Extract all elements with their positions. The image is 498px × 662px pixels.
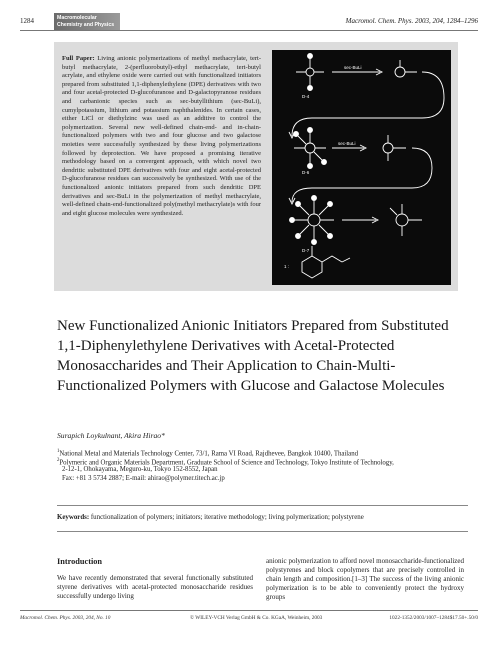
logo-line-1: Macromolecular bbox=[57, 15, 97, 21]
product-bonds bbox=[390, 204, 422, 236]
section-heading: Introduction bbox=[57, 557, 103, 566]
benzene-ring bbox=[302, 256, 322, 278]
arrow-curve-1 bbox=[292, 72, 444, 136]
sugar-unit bbox=[296, 202, 301, 207]
product-node bbox=[383, 143, 393, 153]
footer-citation: Macromol. Chem. Phys. 2003, 204, No. 10 bbox=[20, 615, 111, 621]
sugar-unit bbox=[308, 128, 313, 133]
molecule-bonds bbox=[294, 132, 326, 164]
product-node bbox=[395, 67, 405, 77]
graphical-abstract bbox=[272, 50, 451, 285]
label-d4: D-4 bbox=[302, 94, 310, 99]
article-title: New Functionalized Anionic Initiators Prepared from Substituted 1,1-Diphenylethylene Derivatives with Acetal-Protected Monosaccharides and Their Application to Chain-Multi-Functionalized Polymers with Glucose and Galactose Molecules bbox=[57, 318, 449, 394]
sugar-unit bbox=[308, 86, 313, 91]
abstract-text bbox=[62, 55, 261, 218]
journal-citation: Macromol. Chem. Phys. 2003, 204, 1284–1296 bbox=[345, 17, 478, 25]
sugar-unit bbox=[328, 234, 333, 239]
product-node bbox=[396, 214, 408, 226]
footer-rule bbox=[20, 610, 478, 611]
keywords-rule-top bbox=[57, 505, 468, 506]
molecule-bonds bbox=[296, 58, 324, 86]
keywords: Keywords: functionalization of polymers; initiators; iterative methodology; living polymerization; polystyrene bbox=[57, 514, 364, 521]
sugar-unit bbox=[328, 202, 333, 207]
author-list: Surapich Loykulnant, Akira Hirao* bbox=[57, 431, 165, 440]
sugar-unit bbox=[296, 234, 301, 239]
sugar-unit bbox=[312, 240, 317, 245]
keywords-rule-bottom bbox=[57, 531, 468, 532]
intro-column-right: anionic polymerization to afford novel monosaccharide-functionalized polystyrenes and block copolymers that are precisely controlled in chain length and composition.[1–3] The success of the living anionic polymerization is to be able to conveniently protect the hydroxy groups bbox=[266, 557, 464, 602]
sugar-unit bbox=[294, 132, 299, 137]
arrow-curve-2 bbox=[292, 148, 432, 202]
logo-line-2: Chemistry and Physics bbox=[57, 21, 115, 28]
label-d6: D-6 bbox=[302, 170, 310, 175]
abstract-body: Living anionic polymerizations of methyl methacrylate, tert-butyl methacrylate, 2-(perfluorobutyl)-ethyl methacrylate, tert-butyl acrylate, and ethylene oxide were carried out with functionalized initiators prepared from substituted 1,1-diphenylethylene (DPE) derivatives with two and four acetal-protected D-glucofuranose and D-galactopyranose residues and carbanionic species such as sec-butyllithium (sec-BuLi), cumylpotassium, lithium and potassium naphthalenides. In certain cases, either LiCl or diethylzinc was used as an additive to control the polymerization. Several new well-defined chain-end- and in-chain-functionalized polymers with two and four glucose and two galactose moieties were successfully synthesized by these living polymerizations followed by deprotection. We have proposed a promising iterative methodology based on a convergent approach, with which novel two dendritic substituted DPE derivatives with four and eight acetal-protected D-glucofuranose residues can successively be synthesized. With use of the functionalized anionic initiators prepared from such dendritic DPE derivatives and sec-BuLi in the polymerization of methyl methacrylate, well-defined chain-end-functionalized poly(methyl methacrylate)s with four and eight glucose molecules were synthesized. bbox=[62, 55, 262, 217]
reagent-label-2: sec-BuLi bbox=[338, 141, 356, 146]
footer-copyright: © WILEY-VCH Verlag GmbH & Co. KGaA, Weinheim, 2003 bbox=[190, 615, 323, 621]
affiliation-2: $^2$Polymeric and Organic Materials Department, Graduate School of Science and Technology, Tokyo Institute of Technology, bbox=[57, 458, 394, 467]
affiliation-1: $^1$National Metal and Materials Technology Center, 73/1, Rama VI Road, Rajdhevee, Bangkok 10400, Thailand bbox=[57, 449, 358, 458]
product-bonds bbox=[388, 135, 406, 161]
intro-column-left: We have recently demonstrated that several functionally substituted styrene derivatives with acetal-protected monosaccharide residues successfully undergo living bbox=[57, 574, 253, 601]
reaction-scheme bbox=[272, 50, 451, 285]
molecule-node bbox=[308, 214, 320, 226]
contact-line: Fax: +81 3 5734 2887; E-mail: ahirao@polymer.titech.ac.jp bbox=[62, 475, 225, 482]
sugar-unit bbox=[290, 218, 295, 223]
molecule-node bbox=[306, 68, 314, 76]
sugar-unit bbox=[308, 164, 313, 169]
abstract-label: Full Paper: bbox=[62, 55, 95, 62]
sugar-unit bbox=[322, 160, 327, 165]
reagent-label-1: sec-BuLi bbox=[344, 65, 362, 70]
page-number: 1284 bbox=[20, 17, 34, 25]
footer-issn: 1022-1352/2003/1007–1284$17.50+.50/0 bbox=[389, 615, 478, 621]
label-d7: D-7 bbox=[302, 248, 310, 253]
product-bonds bbox=[400, 60, 417, 72]
label-1: 1 : bbox=[284, 264, 290, 269]
molecule-node bbox=[305, 143, 315, 153]
sugar-unit bbox=[308, 54, 313, 59]
header-rule bbox=[20, 30, 478, 31]
affiliation-2-address: 2-12-1, Ohokayama, Meguro-ku, Tokyo 152-8552, Japan bbox=[62, 466, 218, 473]
journal-logo bbox=[54, 13, 120, 31]
sugar-unit bbox=[312, 196, 317, 201]
